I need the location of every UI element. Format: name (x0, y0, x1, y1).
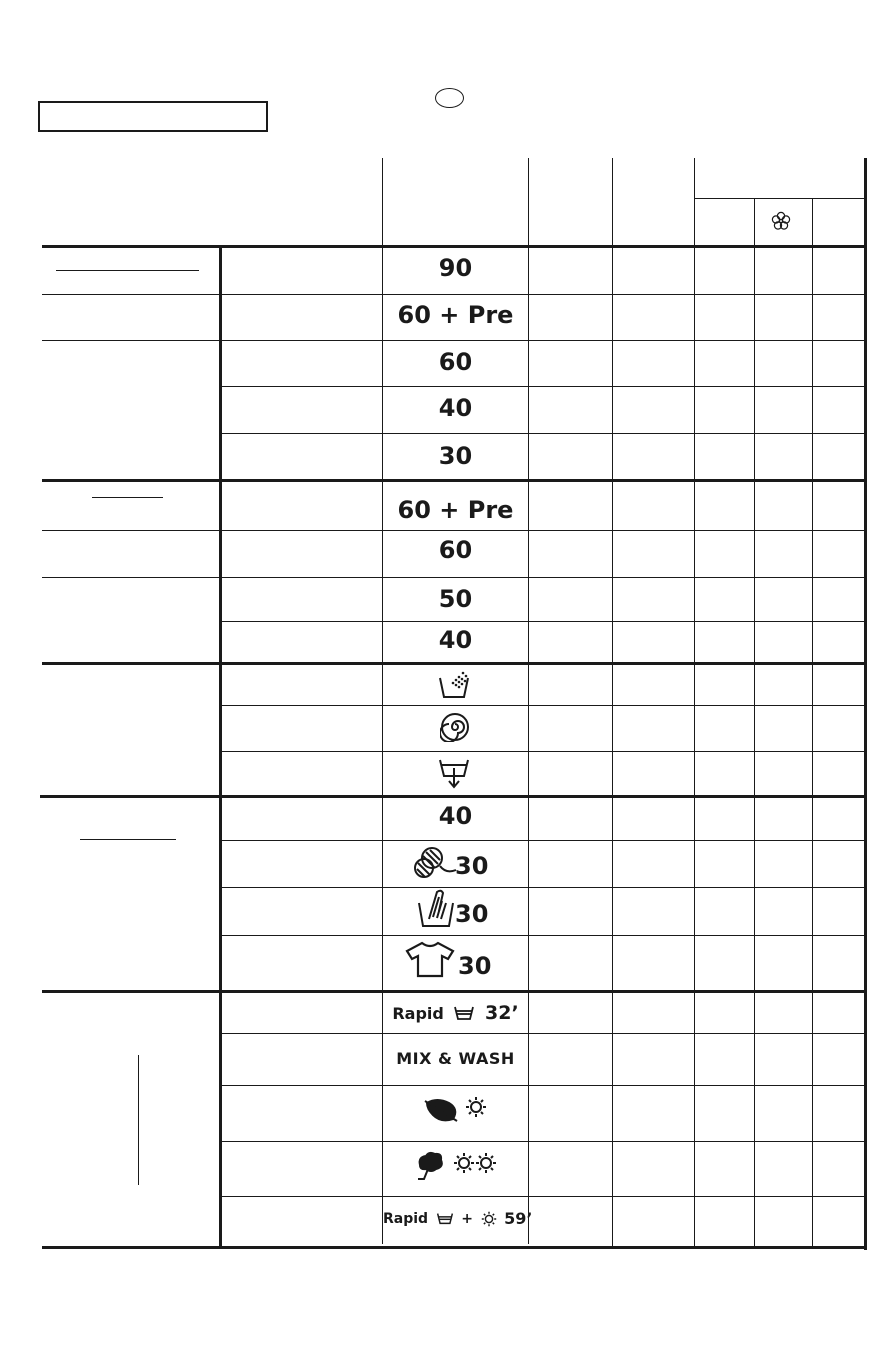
category-line (42, 530, 220, 531)
drain-basin-icon (438, 756, 470, 790)
header-divider (528, 158, 529, 246)
column-divider (612, 248, 613, 1246)
header-divider (382, 158, 383, 246)
rapid-label: Rapid (383, 1210, 429, 1227)
program-label: 30 (438, 442, 473, 470)
shower-basin-icon (437, 670, 471, 700)
time-label: 32’ (485, 1002, 519, 1024)
row-line (222, 935, 866, 936)
program-label: 40 (438, 394, 473, 422)
bottom-border (42, 1246, 866, 1249)
language-circle (435, 88, 464, 108)
row-line (222, 386, 866, 387)
category-underline (56, 270, 199, 271)
column-divider (812, 248, 813, 1246)
wool-yarn-icon (414, 844, 458, 882)
header-divider (612, 158, 613, 246)
program-label: MIX & WASH (396, 1049, 515, 1068)
column-divider (754, 248, 755, 1246)
header-label-box (38, 101, 268, 132)
sun-icon (481, 1211, 497, 1227)
program-label: 30 (455, 900, 489, 928)
program-label: 60 + Pre (397, 496, 514, 524)
group-separator (40, 795, 866, 798)
category-underline (92, 497, 163, 498)
category-line (42, 577, 220, 578)
row-line (222, 621, 866, 622)
row-line (222, 433, 866, 434)
spin-spiral-icon (440, 712, 470, 742)
row-line (222, 705, 866, 706)
category-line (42, 294, 220, 295)
row-line (222, 294, 866, 295)
row-line (222, 1196, 866, 1197)
program-label: 30 (458, 952, 492, 980)
row-line (222, 840, 866, 841)
feather-sun-icon (423, 1093, 491, 1129)
row-line (222, 751, 866, 752)
program-rapid-59 (383, 1208, 533, 1228)
group-separator (42, 662, 866, 665)
program-rapid-32 (383, 1002, 528, 1024)
row-line (222, 577, 866, 578)
category-divider (219, 248, 222, 1246)
category-line (42, 340, 220, 341)
header-divider (694, 158, 695, 246)
flower-icon (771, 211, 791, 231)
wash-basin-icon (453, 1004, 475, 1022)
top-border (42, 245, 866, 248)
program-label: 60 (438, 348, 473, 376)
plus-label: + (461, 1210, 473, 1227)
group-separator (42, 990, 866, 993)
row-line (222, 887, 866, 888)
header-divider (754, 198, 755, 246)
wash-basin-icon (436, 1211, 454, 1226)
program-label: 90 (438, 254, 473, 282)
category-underline (80, 839, 176, 840)
column-divider (528, 248, 529, 1244)
group-separator (42, 479, 866, 482)
program-label: 50 (438, 585, 473, 613)
column-divider (694, 248, 695, 1246)
tshirt-icon (404, 940, 456, 978)
row-line (222, 1033, 866, 1034)
hand-wash-icon (417, 889, 455, 929)
row-line (222, 340, 866, 341)
program-label: 60 (438, 536, 473, 564)
header-subline (694, 198, 865, 199)
program-label: 40 (438, 626, 473, 654)
program-label: 40 (438, 802, 473, 830)
right-border (864, 158, 867, 1250)
time-label: 59’ (504, 1209, 533, 1228)
header-divider (812, 198, 813, 246)
program-label: 30 (455, 852, 489, 880)
row-line (222, 1141, 866, 1142)
program-label: 60 + Pre (397, 301, 514, 329)
row-line (222, 1085, 866, 1086)
rapid-label: Rapid (392, 1003, 444, 1023)
cotton-double-sun-icon (414, 1149, 498, 1183)
row-line (222, 530, 866, 531)
category-bracket (138, 1055, 139, 1185)
